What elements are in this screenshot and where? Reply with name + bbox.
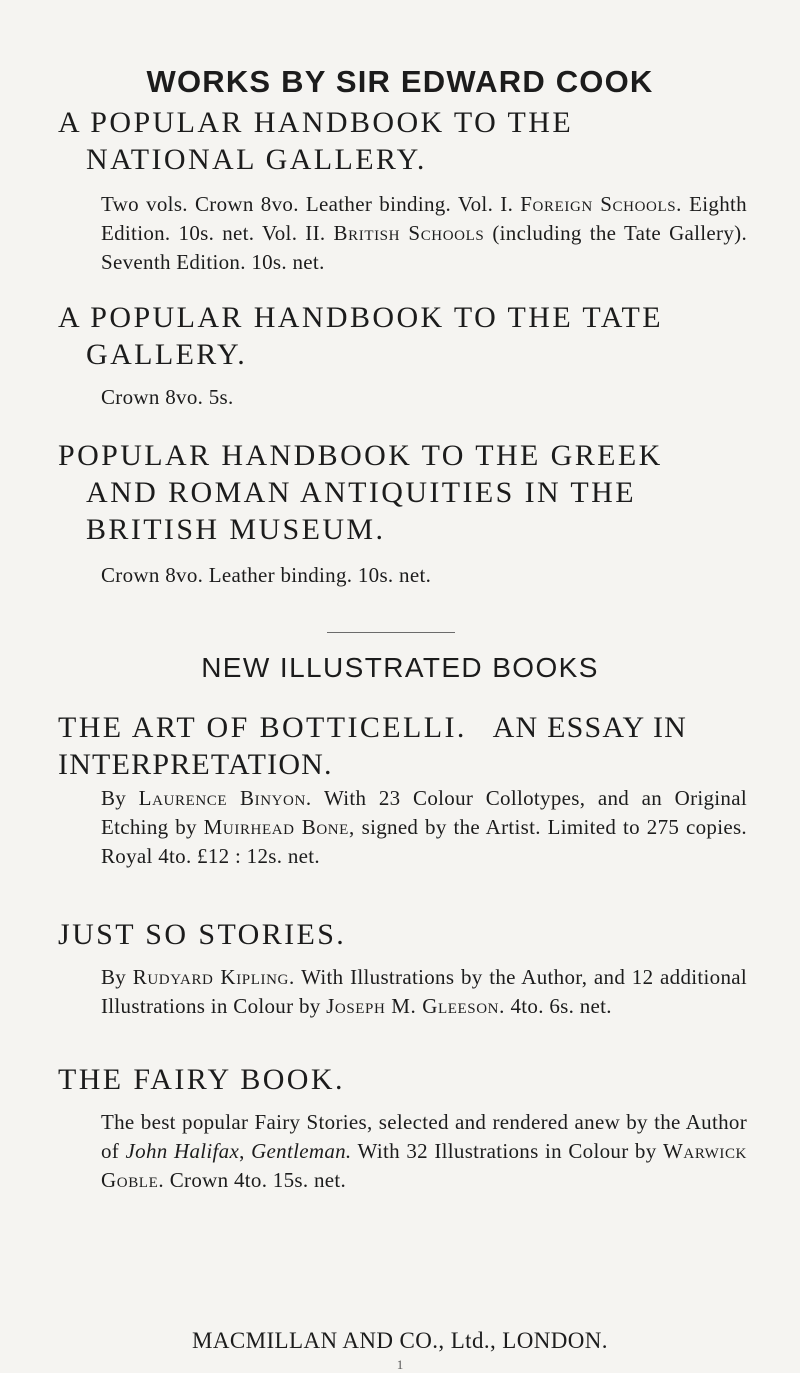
work-title-line: POPULAR HANDBOOK TO THE GREEK (58, 439, 663, 472)
work-title-line: GALLERY. (86, 338, 248, 371)
work-title-greek-roman (58, 437, 748, 548)
work-title-tate-gallery (58, 299, 748, 373)
work-title-national-gallery (58, 104, 748, 178)
work-description-tate-gallery: Crown 8vo. 5s. (101, 385, 234, 409)
book-title-fairy-book: THE FAIRY BOOK. (58, 1063, 345, 1096)
page-title: WORKS BY SIR EDWARD COOK (146, 64, 654, 99)
section-heading: NEW ILLUSTRATED BOOKS (201, 652, 599, 683)
work-title-line: A POPULAR HANDBOOK TO THE TATE (58, 301, 663, 334)
book-title-botticelli: THE ART OF BOTTICELLI. AN ESSAY IN INTERPRETATION. (58, 711, 688, 781)
work-title-line: NATIONAL GALLERY. (86, 143, 427, 176)
page-number: 1 (396, 1357, 404, 1372)
divider-rule (327, 632, 455, 633)
work-title-line: BRITISH MUSEUM. (86, 513, 386, 546)
book-title-just-so-stories: JUST SO STORIES. (58, 918, 347, 951)
book-description-botticelli: By Laurence Binyon. With 23 Colour Collotypes, and an Original Etching by Muirhead Bone, signed by the Artist. Limited to 275 copies. Royal 4to. £12 : 12s. net. (101, 786, 747, 868)
work-description-national-gallery: Two vols. Crown 8vo. Leather binding. Vol. I. Foreign Schools. Eighth Edition. 10s. net. Vol. II. British Schools (including the Tate Gallery). Seventh Edition. 10s. net. (101, 192, 747, 274)
book-description-just-so-stories: By Rudyard Kipling. With Illustrations by the Author, and 12 additional Illustrations in Colour by Joseph M. Gleeson. 4to. 6s. net. (101, 965, 748, 1018)
work-description-greek-roman: Crown 8vo. Leather binding. 10s. net. (101, 563, 432, 587)
work-title-line: A POPULAR HANDBOOK TO THE (58, 106, 574, 139)
work-title-line: AND ROMAN ANTIQUITIES IN THE (86, 476, 636, 509)
publisher-imprint: MACMILLAN AND CO., Ltd., LONDON. (192, 1328, 608, 1353)
book-description-fairy-book: The best popular Fairy Stories, selected and rendered anew by the Author of John Halifax, Gentleman. With 32 Illustrations in Colour by Warwick Goble. Crown 4to. 15s. net. (101, 1110, 747, 1192)
